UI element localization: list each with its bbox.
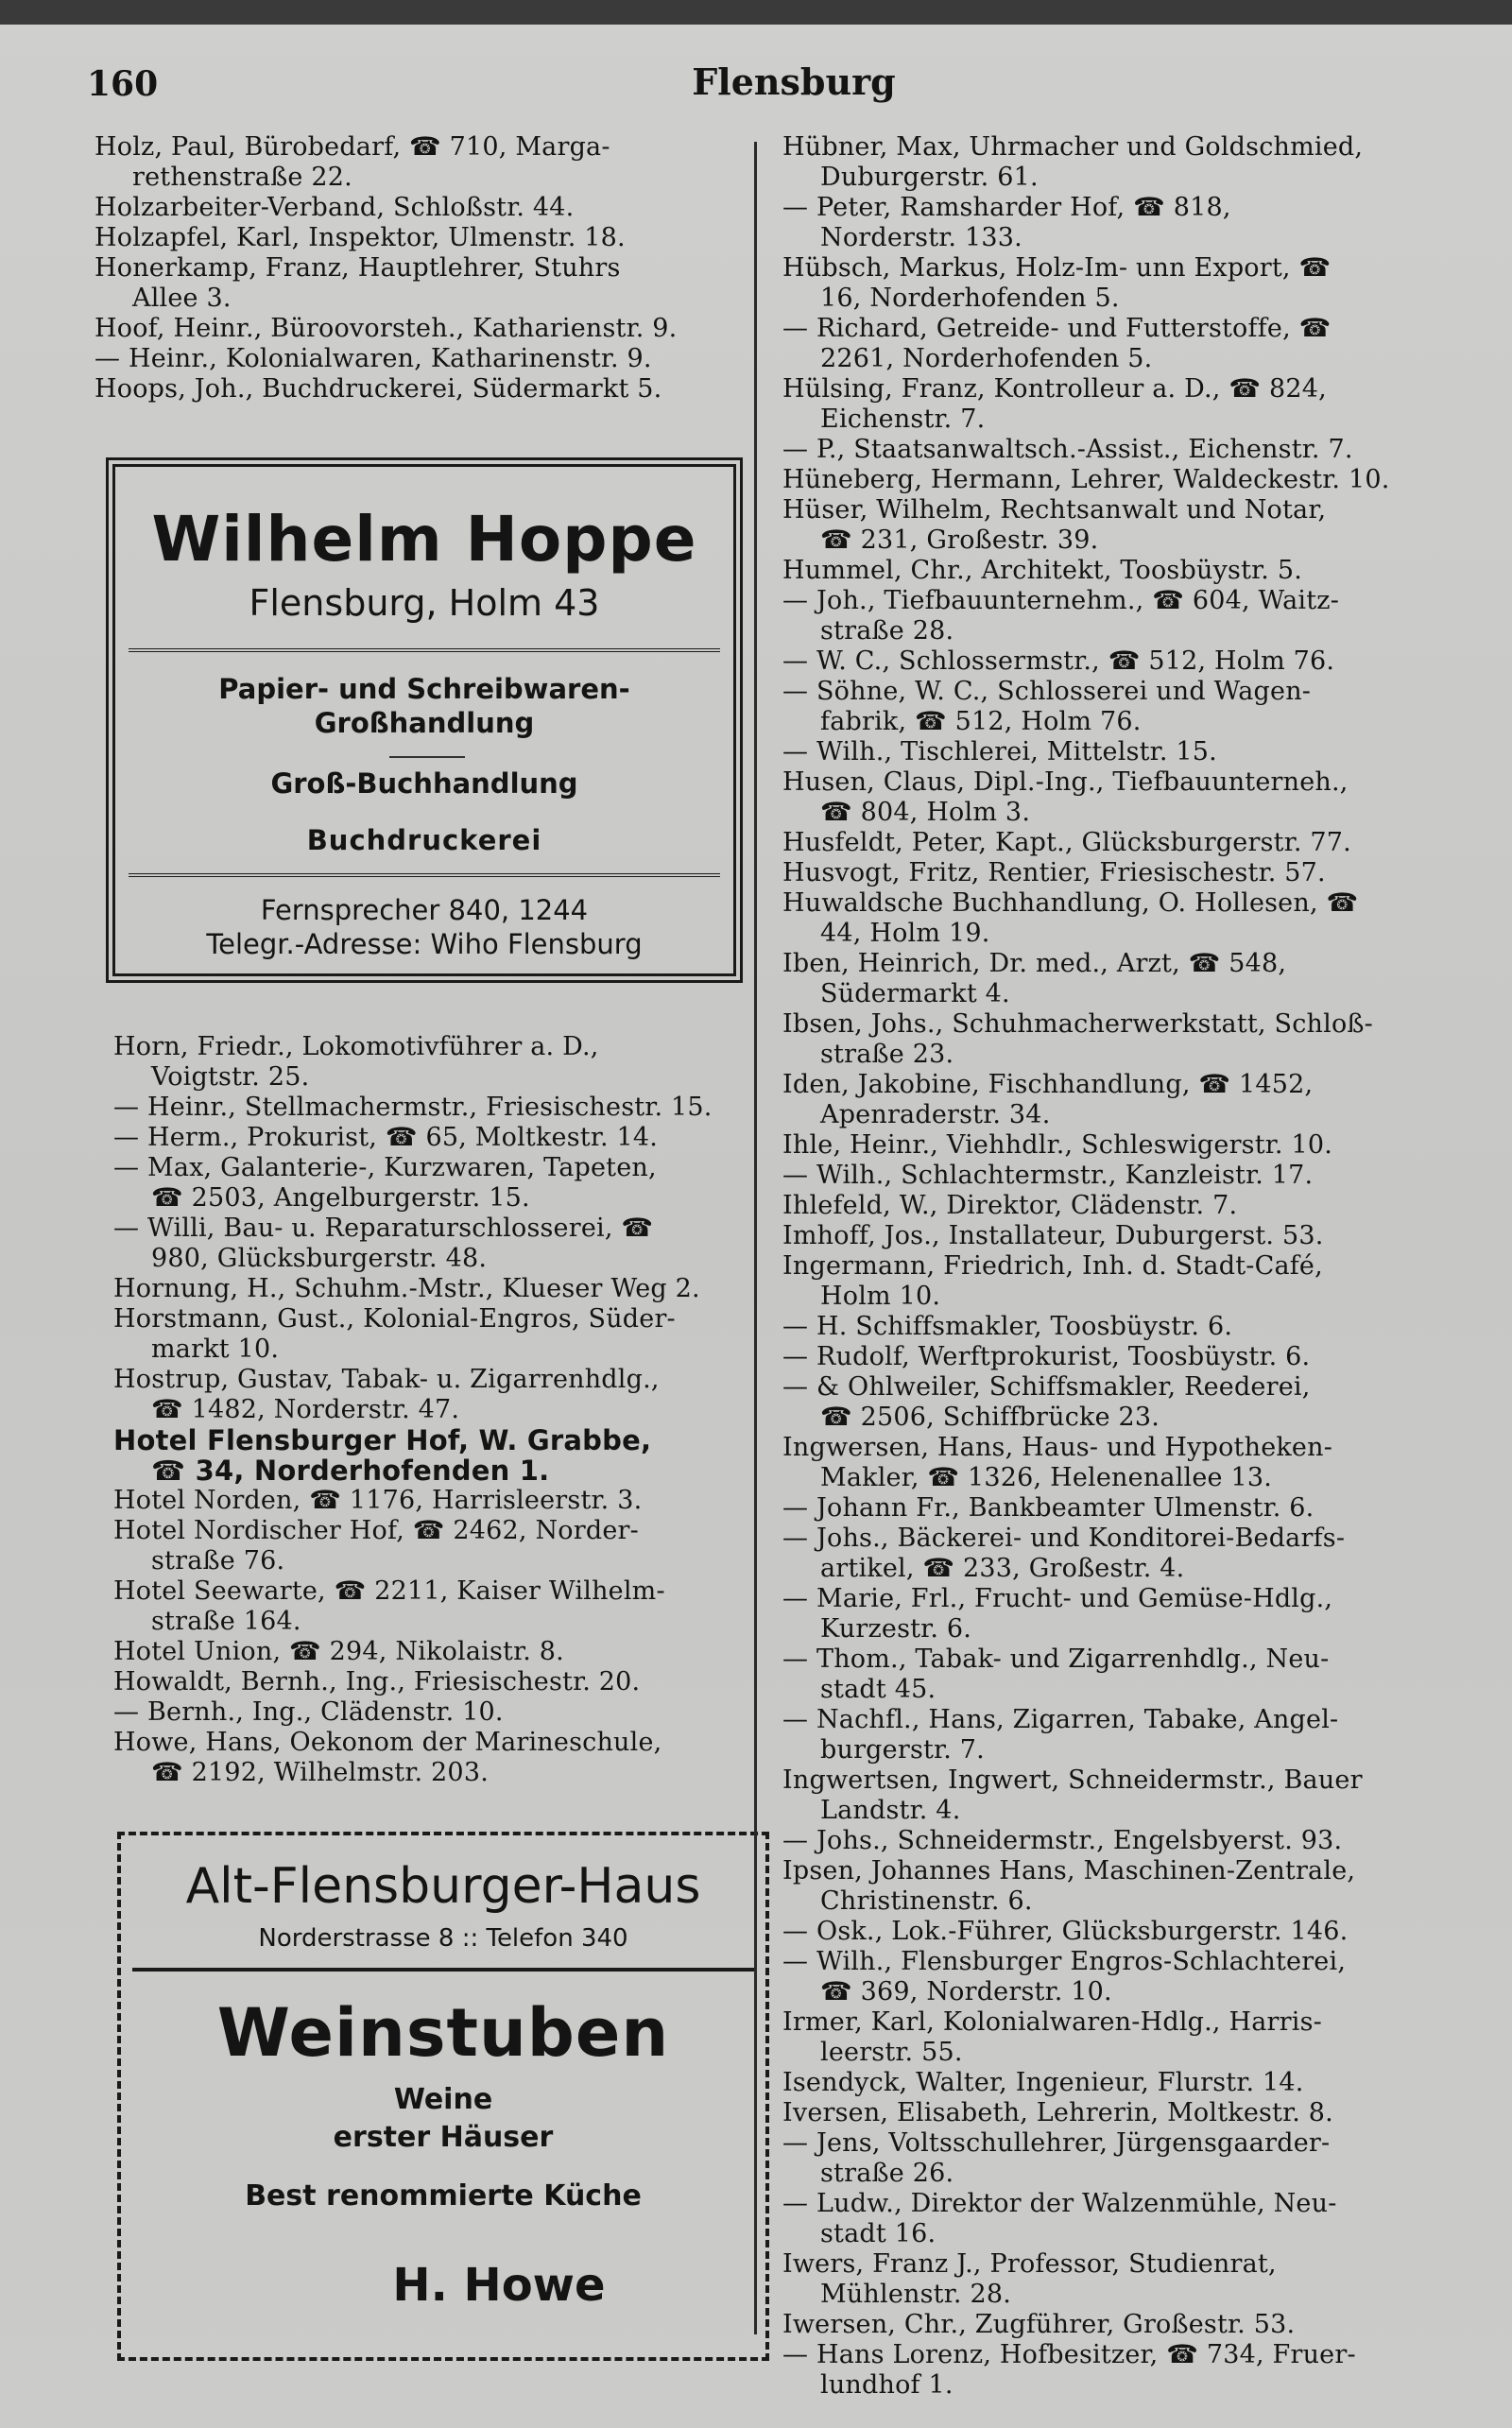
directory-line: Holzapfel, Karl, Inspektor, Ulmenstr. 18. bbox=[94, 223, 626, 252]
directory-line: Hübsch, Markus, Holz-Im- unn Export, ☎ bbox=[782, 253, 1332, 283]
directory-line: Hornung, H., Schuhm.-Mstr., Klueser Weg 2. bbox=[113, 1274, 700, 1303]
directory-line: Husen, Claus, Dipl.-Ing., Tiefbauunterneh., bbox=[782, 767, 1349, 797]
directory-line: ☎ 2506, Schiffbrücke 23. bbox=[820, 1403, 1160, 1432]
page-title: Flensburg bbox=[692, 60, 896, 103]
directory-line: Hostrup, Gustav, Tabak- u. Zigarrenhdlg., bbox=[113, 1365, 660, 1394]
directory-line: — Wilh., Schlachtermstr., Kanzleistr. 17. bbox=[782, 1161, 1314, 1190]
directory-line: Irmer, Karl, Kolonialwaren-Hdlg., Harris- bbox=[782, 2007, 1322, 2037]
directory-line: Landstr. 4. bbox=[820, 1796, 961, 1825]
directory-line: — P., Staatsanwaltsch.-Assist., Eichenstr. 7. bbox=[782, 435, 1353, 464]
directory-line: — Heinr., Stellmachermstr., Friesischestr. 15. bbox=[113, 1093, 713, 1122]
directory-line: — Max, Galanterie-, Kurzwaren, Tapeten, bbox=[113, 1153, 657, 1182]
ad-hoppe-line4: Buchdruckerei bbox=[306, 824, 542, 856]
directory-line: Horn, Friedr., Lokomotivführer a. D., bbox=[113, 1032, 599, 1061]
directory-line: Hüser, Wilhelm, Rechtsanwalt und Notar, bbox=[782, 495, 1327, 525]
directory-line: — Wilh., Flensburger Engros-Schlachterei, bbox=[782, 1947, 1347, 1976]
directory-line: Eichenstr. 7. bbox=[820, 405, 986, 434]
ad-hoppe-rule bbox=[129, 873, 720, 877]
ad-wilhelm-hoppe bbox=[106, 457, 743, 983]
page-number: 160 bbox=[87, 64, 159, 104]
directory-line: — W. C., Schlossermstr., ☎ 512, Holm 76. bbox=[782, 646, 1335, 676]
directory-line: — H. Schiffsmakler, Toosbüystr. 6. bbox=[782, 1312, 1233, 1341]
directory-line: — Willi, Bau- u. Reparaturschlosserei, ☎ bbox=[113, 1214, 654, 1243]
directory-line: markt 10. bbox=[151, 1335, 280, 1364]
directory-line: Ihle, Heinr., Viehhdlr., Schleswigerstr. 10. bbox=[782, 1130, 1333, 1160]
directory-line: Norderstr. 133. bbox=[820, 223, 1022, 252]
directory-line: Ibsen, Johs., Schuhmacherwerkstatt, Schloß- bbox=[782, 1009, 1373, 1039]
directory-line: straße 164. bbox=[151, 1607, 301, 1636]
directory-line: ☎ 231, Großestr. 39. bbox=[820, 525, 1099, 555]
directory-line: Ingermann, Friedrich, Inh. d. Stadt-Café, bbox=[782, 1251, 1323, 1281]
directory-line: Iversen, Elisabeth, Lehrerin, Moltkestr. 8. bbox=[782, 2098, 1333, 2127]
directory-line: Hübner, Max, Uhrmacher und Goldschmied, bbox=[782, 132, 1364, 162]
directory-line: Holzarbeiter-Verband, Schloßstr. 44. bbox=[94, 193, 575, 222]
directory-line: — & Ohlweiler, Schiffsmakler, Reederei, bbox=[782, 1372, 1311, 1402]
directory-line: — Hans Lorenz, Hofbesitzer, ☎ 734, Fruer- bbox=[782, 2340, 1356, 2369]
left-column-bottom bbox=[113, 1032, 765, 1788]
ad-howe-line1: Weine bbox=[393, 2083, 493, 2116]
directory-line: straße 76. bbox=[151, 1546, 285, 1576]
directory-line: Iden, Jakobine, Fischhandlung, ☎ 1452, bbox=[782, 1070, 1314, 1099]
directory-line: Holz, Paul, Bürobedarf, ☎ 710, Marga- bbox=[94, 132, 610, 162]
right-column bbox=[782, 132, 1472, 2401]
directory-line: 44, Holm 19. bbox=[820, 919, 990, 948]
directory-line: Kurzestr. 6. bbox=[820, 1614, 972, 1644]
directory-line: Südermarkt 4. bbox=[820, 979, 1010, 1008]
directory-line: — Nachfl., Hans, Zigarren, Tabake, Angel- bbox=[782, 1705, 1339, 1734]
directory-line: — Thom., Tabak- und Zigarrenhdlg., Neu- bbox=[782, 1644, 1330, 1674]
directory-line: Hotel Seewarte, ☎ 2211, Kaiser Wilhelm- bbox=[113, 1576, 665, 1606]
directory-line: — Johs., Schneidermstr., Engelsbyerst. 93. bbox=[782, 1826, 1343, 1855]
column-divider bbox=[754, 142, 757, 2334]
directory-line: Iwersen, Chr., Zugführer, Großestr. 53. bbox=[782, 2310, 1296, 2339]
directory-line: — Osk., Lok.-Führer, Glücksburgerstr. 146. bbox=[782, 1917, 1349, 1946]
directory-line: rethenstraße 22. bbox=[132, 163, 352, 192]
directory-line: Hoops, Joh., Buchdruckerei, Südermarkt 5. bbox=[94, 374, 662, 404]
directory-line: — Rudolf, Werftprokurist, Toosbüystr. 6. bbox=[782, 1342, 1311, 1371]
directory-line: Husfeldt, Peter, Kapt., Glücksburgerstr. 77. bbox=[782, 828, 1351, 857]
directory-line: 980, Glücksburgerstr. 48. bbox=[151, 1244, 488, 1273]
ad-howe-owner: H. Howe bbox=[392, 2259, 606, 2312]
directory-line: Hoof, Heinr., Büroovorsteh., Katharienstr. 9. bbox=[94, 314, 678, 343]
ad-hoppe-line2: Großhandlung bbox=[314, 707, 535, 739]
directory-line: Hülsing, Franz, Kontrolleur a. D., ☎ 824, bbox=[782, 374, 1327, 404]
directory-line: leerstr. 55. bbox=[820, 2038, 963, 2067]
directory-line: Ipsen, Johannes Hans, Maschinen-Zentrale, bbox=[782, 1856, 1356, 1886]
directory-line: Allee 3. bbox=[132, 284, 232, 313]
directory-line: Mühlenstr. 28. bbox=[820, 2280, 1011, 2309]
directory-line: ☎ 34, Norderhofenden 1. bbox=[151, 1455, 550, 1487]
left-column-top bbox=[94, 132, 747, 405]
directory-line: Voigtstr. 25. bbox=[151, 1062, 310, 1092]
directory-line: Ihlefeld, W., Direktor, Clädenstr. 7. bbox=[782, 1191, 1238, 1220]
ad-hoppe-short-rule bbox=[389, 756, 465, 758]
directory-line: Hotel Norden, ☎ 1176, Harrisleerstr. 3. bbox=[113, 1486, 643, 1515]
directory-line: Makler, ☎ 1326, Helenenallee 13. bbox=[820, 1463, 1273, 1492]
scan-edge bbox=[0, 0, 1512, 25]
directory-line: Iwers, Franz J., Professor, Studienrat, bbox=[782, 2249, 1277, 2279]
ad-howe-line2: erster Häuser bbox=[333, 2121, 554, 2154]
directory-line: stadt 45. bbox=[820, 1675, 936, 1704]
directory-line: ☎ 804, Holm 3. bbox=[820, 798, 1031, 827]
directory-line: — Marie, Frl., Frucht- und Gemüse-Hdlg., bbox=[782, 1584, 1333, 1613]
ad-hoppe-phone: Fernsprecher 840, 1244 bbox=[260, 894, 589, 926]
ad-hoppe-line1: Papier- und Schreibwaren- bbox=[218, 673, 630, 705]
directory-line: Howaldt, Bernh., Ing., Friesischestr. 20. bbox=[113, 1667, 641, 1696]
directory-line: — Söhne, W. C., Schlosserei und Wagen- bbox=[782, 677, 1312, 706]
directory-line: Iben, Heinrich, Dr. med., Arzt, ☎ 548, bbox=[782, 949, 1287, 978]
directory-line: Ingwersen, Hans, Haus- und Hypotheken- bbox=[782, 1433, 1333, 1462]
directory-line: Hüneberg, Hermann, Lehrer, Waldeckestr. 10. bbox=[782, 465, 1390, 494]
ad-hoppe-telegram: Telegr.-Adresse: Wiho Flensburg bbox=[206, 928, 643, 960]
directory-line: ☎ 1482, Norderstr. 47. bbox=[151, 1395, 460, 1424]
ad-alt-flensburger-haus bbox=[117, 1832, 769, 2361]
ad-howe-name: Alt-Flensburger-Haus bbox=[185, 1858, 701, 1915]
directory-line: Ingwertsen, Ingwert, Schneidermstr., Bauer bbox=[782, 1765, 1363, 1795]
directory-line: — Johann Fr., Bankbeamter Ulmenstr. 6. bbox=[782, 1493, 1314, 1523]
ad-howe-line3: Best renommierte Küche bbox=[245, 2179, 642, 2213]
directory-line: Hotel Flensburger Hof, W. Grabbe, bbox=[113, 1424, 652, 1456]
directory-line: artikel, ☎ 233, Großestr. 4. bbox=[820, 1554, 1185, 1583]
directory-line: straße 23. bbox=[820, 1040, 954, 1069]
directory-line: Isendyck, Walter, Ingenieur, Flurstr. 14. bbox=[782, 2068, 1304, 2097]
directory-line: ☎ 2503, Angelburgerstr. 15. bbox=[151, 1183, 530, 1213]
directory-line: — Joh., Tiefbauunternehm., ☎ 604, Waitz- bbox=[782, 586, 1340, 615]
ad-hoppe-rule bbox=[129, 648, 720, 652]
directory-line: Hummel, Chr., Architekt, Toosbüystr. 5. bbox=[782, 556, 1302, 585]
directory-line: 2261, Norderhofenden 5. bbox=[820, 344, 1153, 373]
directory-line: Holm 10. bbox=[820, 1282, 941, 1311]
directory-line: fabrik, ☎ 512, Holm 76. bbox=[820, 707, 1142, 736]
directory-line: — Heinr., Kolonialwaren, Katharinenstr. 9. bbox=[94, 344, 652, 373]
directory-line: Horstmann, Gust., Kolonial-Engros, Süder- bbox=[113, 1304, 676, 1334]
directory-line: stadt 16. bbox=[820, 2219, 936, 2248]
directory-line: — Peter, Ramsharder Hof, ☎ 818, bbox=[782, 193, 1231, 222]
directory-line: Christinenstr. 6. bbox=[820, 1886, 1033, 1916]
ad-hoppe-name: Wilhelm Hoppe bbox=[151, 503, 697, 576]
directory-line: Howe, Hans, Oekonom der Marineschule, bbox=[113, 1728, 662, 1757]
directory-line: Hotel Union, ☎ 294, Nikolaistr. 8. bbox=[113, 1637, 564, 1666]
directory-line: — Johs., Bäckerei- und Konditorei-Bedarfs- bbox=[782, 1524, 1346, 1553]
directory-line: Honerkamp, Franz, Hauptlehrer, Stuhrs bbox=[94, 253, 621, 283]
directory-line: — Ludw., Direktor der Walzenmühle, Neu- bbox=[782, 2189, 1337, 2218]
directory-line: 16, Norderhofenden 5. bbox=[820, 284, 1120, 313]
directory-line: Huwaldsche Buchhandlung, O. Hollesen, ☎ bbox=[782, 888, 1359, 918]
ad-hoppe-line3: Groß-Buchhandlung bbox=[270, 767, 578, 800]
directory-line: — Richard, Getreide- und Futterstoffe, ☎ bbox=[782, 314, 1332, 343]
ad-howe-rule bbox=[132, 1968, 754, 1972]
directory-line: — Wilh., Tischlerei, Mittelstr. 15. bbox=[782, 737, 1217, 766]
directory-line: straße 26. bbox=[820, 2159, 954, 2188]
directory-line: — Jens, Voltsschullehrer, Jürgensgaarder- bbox=[782, 2128, 1331, 2158]
directory-line: Apenraderstr. 34. bbox=[820, 1100, 1051, 1129]
directory-line: Duburgerstr. 61. bbox=[820, 163, 1039, 192]
directory-line: lundhof 1. bbox=[820, 2370, 954, 2400]
ad-hoppe-address: Flensburg, Holm 43 bbox=[249, 582, 600, 624]
directory-line: Husvogt, Fritz, Rentier, Friesischestr. 57. bbox=[782, 858, 1326, 887]
directory-line: ☎ 2192, Wilhelmstr. 203. bbox=[151, 1758, 489, 1787]
directory-line: Hotel Nordischer Hof, ☎ 2462, Norder- bbox=[113, 1516, 639, 1545]
ad-howe-address: Norderstrasse 8 :: Telefon 340 bbox=[258, 1924, 628, 1953]
directory-line: Imhoff, Jos., Installateur, Duburgerst. 53. bbox=[782, 1221, 1324, 1250]
directory-line: straße 28. bbox=[820, 616, 954, 646]
directory-line: — Herm., Prokurist, ☎ 65, Moltkestr. 14. bbox=[113, 1123, 659, 1152]
directory-line: — Bernh., Ing., Clädenstr. 10. bbox=[113, 1697, 504, 1727]
directory-line: burgerstr. 7. bbox=[820, 1735, 985, 1765]
ad-howe-headline: Weinstuben bbox=[216, 1994, 670, 2072]
directory-line: ☎ 369, Norderstr. 10. bbox=[820, 1977, 1112, 2006]
